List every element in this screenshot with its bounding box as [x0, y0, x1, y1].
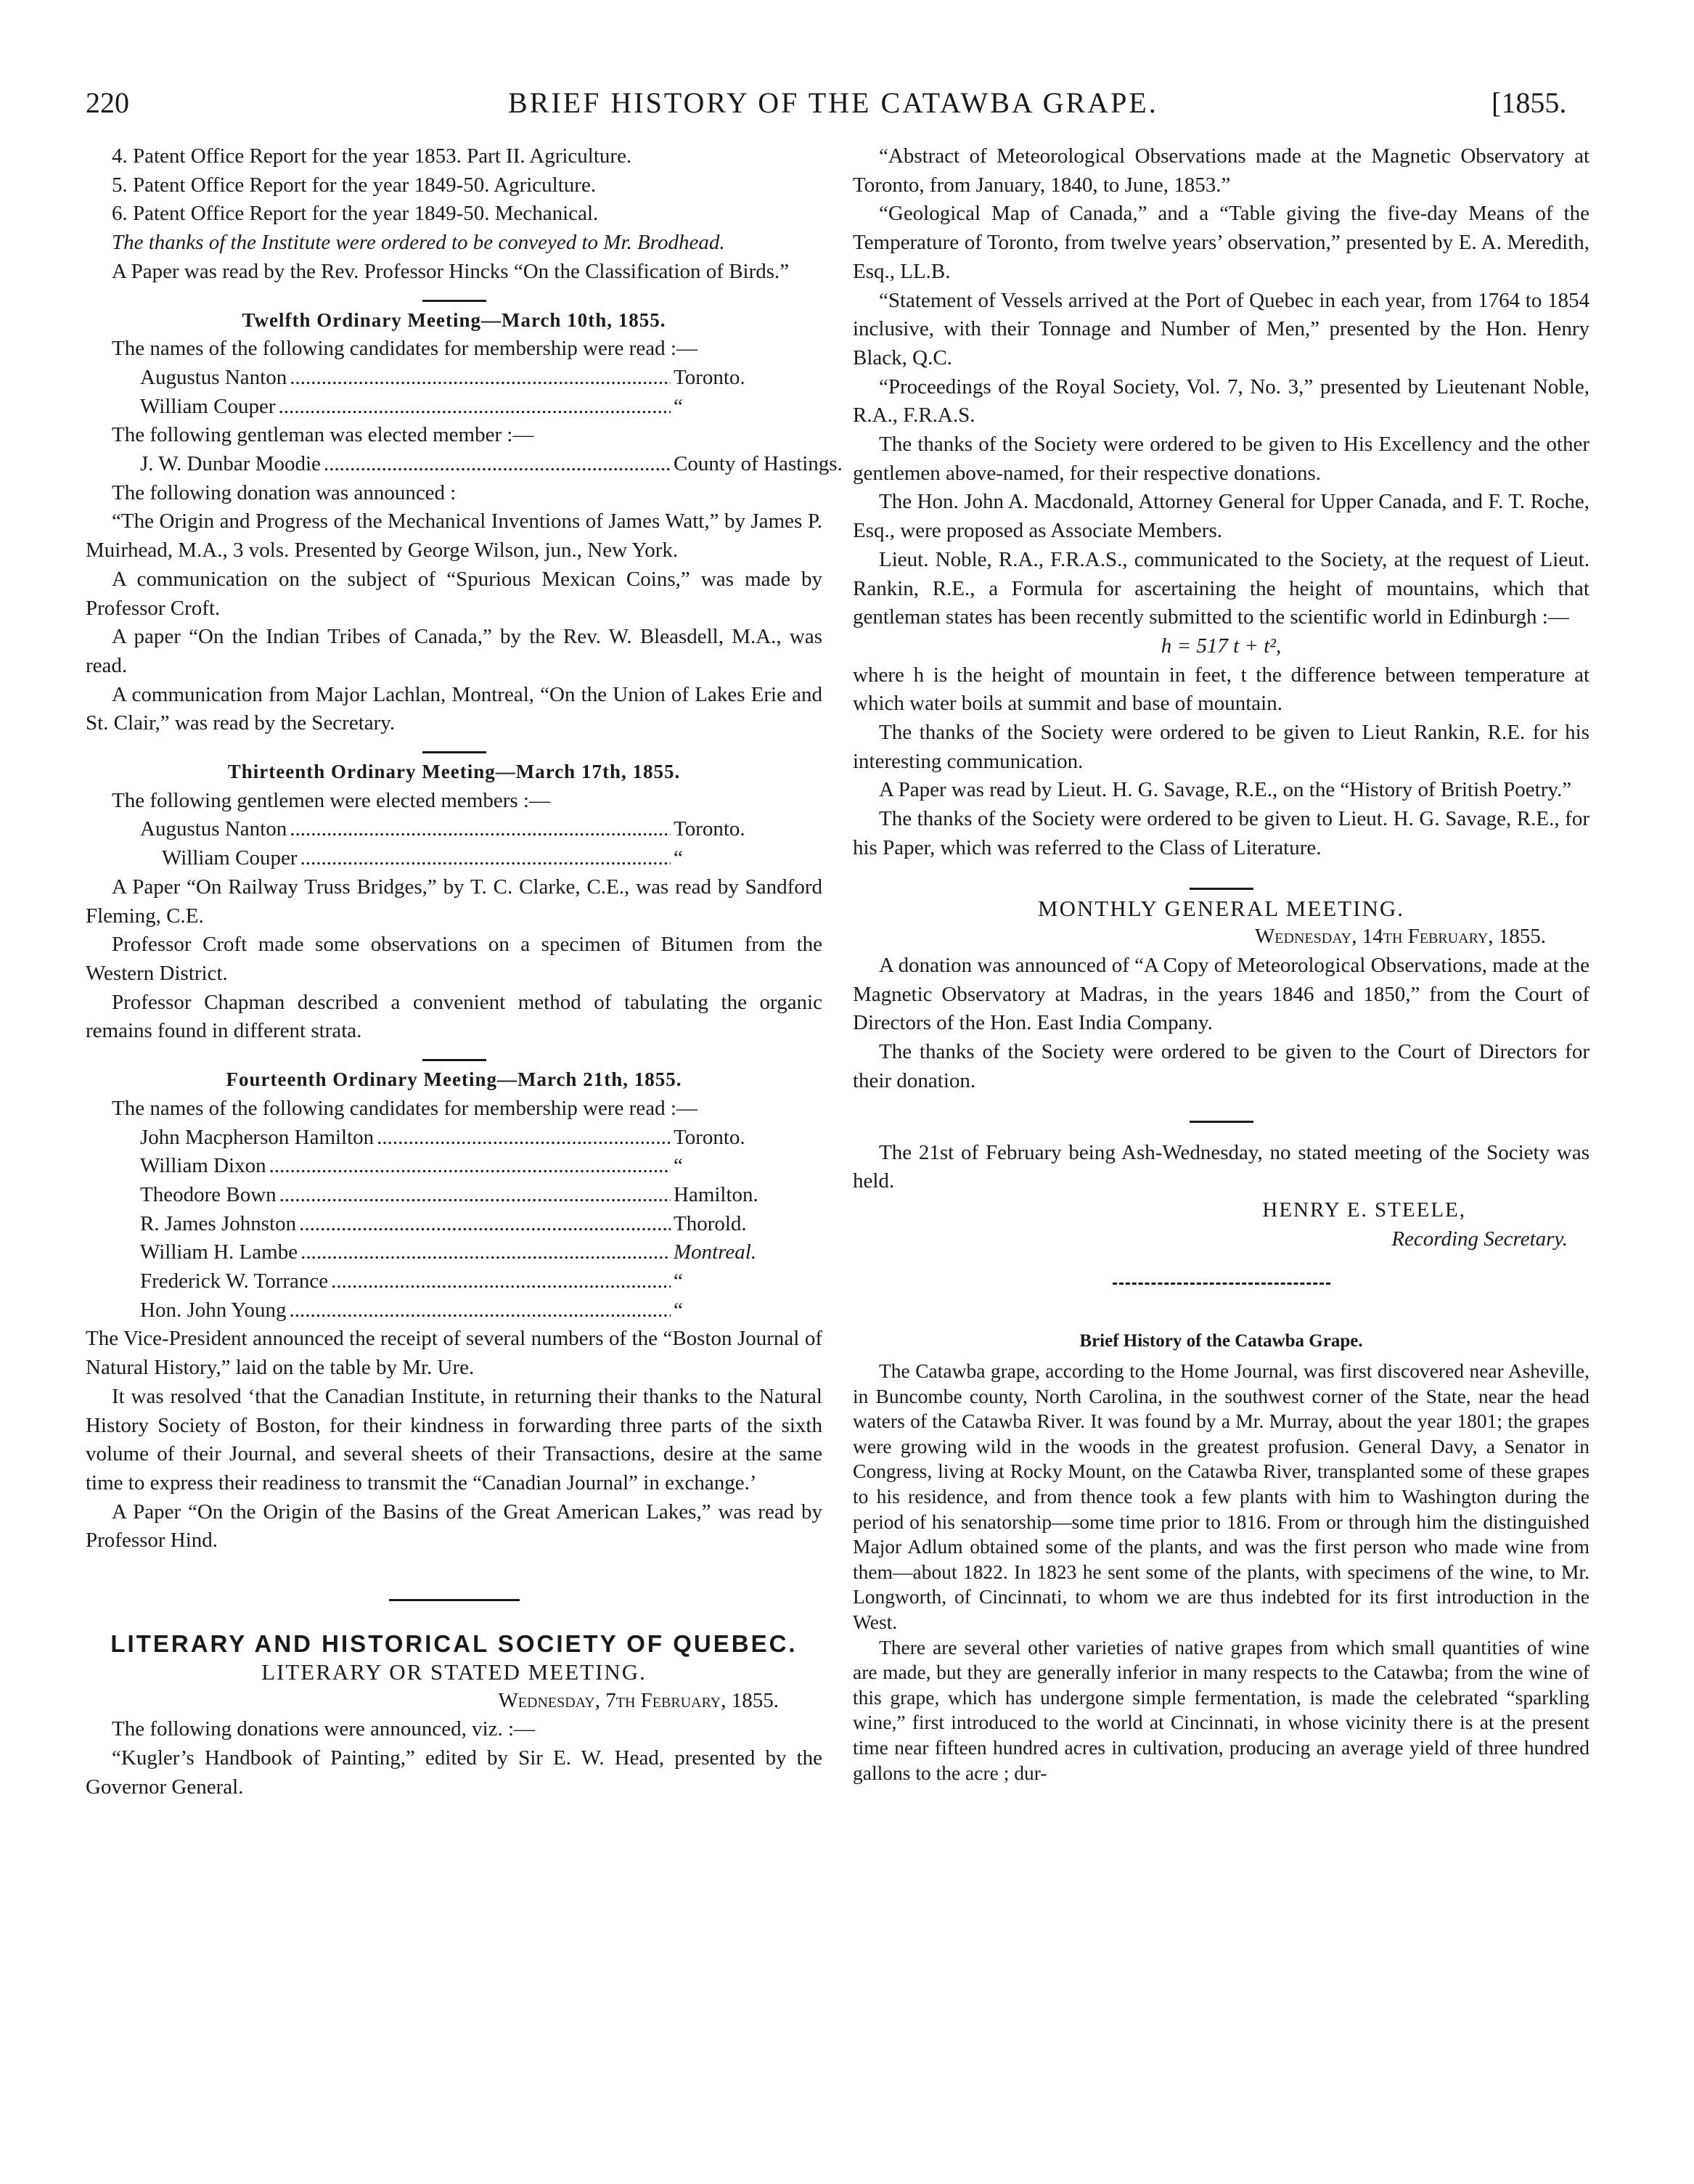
- section-rule: [1190, 888, 1253, 890]
- member-name: J. W. Dunbar Moodie: [140, 452, 321, 476]
- candidate-row: [86, 1267, 822, 1296]
- report-item: 4. Patent Office Report for the year 1853. Part II. Agriculture.: [112, 144, 632, 168]
- article-divider: [1113, 1283, 1330, 1285]
- lakes-communication: A communication from Major Lachlan, Montreal, “On the Union of Lakes Erie and St. Clair,” was read by the Secretary.: [86, 682, 822, 735]
- page-number: 220: [86, 86, 129, 119]
- thanks-excellency: The thanks of the Society were ordered to be given to His Excellency and the other gentlemen above-named, for their respective donations.: [853, 433, 1589, 485]
- candidate-row: [86, 1238, 822, 1267]
- candidate-row: [86, 364, 822, 393]
- candidate-name: R. James Johnston: [140, 1211, 297, 1235]
- macdonald-proposal: The Hon. John A. Macdonald, Attorney General for Upper Canada, and F. T. Roche, Esq., were proposed as Associate Members.: [853, 490, 1589, 543]
- candidate-name: William Couper: [140, 394, 276, 418]
- leader-dots: [279, 393, 671, 422]
- candidate-place: Thorold.: [674, 1211, 747, 1235]
- society-title: LITERARY AND HISTORICAL SOCIETY OF QUEBEC.: [110, 1630, 798, 1658]
- donations-intro: The following donations were announced, viz. :—: [112, 1717, 536, 1741]
- thanks-brodhead: The thanks of the Institute were ordered to be conveyed to Mr. Brodhead.: [112, 231, 725, 255]
- abstract-donation: “Abstract of Meteorological Observations made at the Magnetic Observatory at Toronto, from January, 1840, to June, 1853.”: [853, 144, 1589, 197]
- candidates-intro: The names of the following candidates for membership were read :—: [112, 1096, 697, 1120]
- coins-communication: A communication on the subject of “Spurious Mexican Coins,” was made by Professor Croft.: [86, 567, 822, 620]
- catawba-paragraph: The Catawba grape, according to the Home Journal, was first discovered near Asheville, in Buncombe county, North Carolina, in the southwest corner of the State, near the head waters of the Catawba River. It was found by a Mr. Murray, about the year 1801; the grapes were growing wild in the woods in the greatest profusion. General Davy, a Senator in Congress, living at Rocky Mount, on the Catawba River, transplanted some of these grapes to his residence, and from thence took a few plants with him to Washington during the period of his senatorship—some time prior to 1816. From or through him the distinguished Major Adlum obtained some of the plants, and was the first person who made wine from them—about 1822. In 1823 he sent some of the plants, with specimens of the wine, to Mr. Longworth, of Cincinnati, to whom we are thus indebted for its first introduction in the West.: [853, 1359, 1589, 1633]
- report-item: 5. Patent Office Report for the year 1849-50. Agriculture.: [112, 173, 597, 197]
- railway-paper: A Paper “On Railway Truss Bridges,” by T. C. Clarke, C.E., was read by Sandford Fleming, C.E.: [86, 875, 822, 928]
- meeting-heading-13: Thirteenth Ordinary Meeting—March 17th, 1855.: [227, 761, 681, 783]
- section-rule: [389, 1599, 520, 1601]
- elected-list: [86, 815, 822, 872]
- member-name: William Couper: [162, 846, 298, 870]
- meeting-heading-14: Fourteenth Ordinary Meeting—March 21th, 1855.: [226, 1068, 682, 1091]
- candidate-name: Frederick W. Torrance: [140, 1269, 329, 1293]
- leader-dots: [290, 815, 671, 844]
- leader-dots: [290, 364, 671, 393]
- section-rule: [422, 1059, 486, 1061]
- noble-formula-intro: Lieut. Noble, R.A., F.R.A.S., communicated to the Society, at the request of Lieut. Rankin, R.E., a Formula for ascertaining the height of mountains, which that gentleman states has been recently submitted to the scientific world in Edinburgh :—: [853, 547, 1589, 629]
- member-name: Augustus Nanton: [140, 817, 287, 841]
- section-rule: [1190, 1121, 1253, 1123]
- section-rule: [422, 300, 486, 302]
- formula-explanation: where h is the height of mountain in feet, t the difference between temperature at which water boils at summit and base of mountain.: [853, 663, 1589, 716]
- candidate-list: [86, 364, 822, 421]
- leader-dots: [300, 1238, 671, 1267]
- candidate-name: Augustus Nanton: [140, 365, 287, 389]
- height-formula: h = 517 t + t²,: [1161, 634, 1282, 658]
- monthly-meeting-title: MONTHLY GENERAL MEETING.: [1038, 895, 1404, 921]
- candidate-row: [86, 1181, 822, 1210]
- candidate-name: William Dixon: [140, 1154, 266, 1178]
- report-item: 6. Patent Office Report for the year 1849-50. Mechanical.: [112, 202, 599, 226]
- leader-dots: [299, 1210, 671, 1239]
- vessels-donation: “Statement of Vessels arrived at the Port of Quebec in each year, from 1764 to 1854 inclusive, with their Tonnage and Number of Men,” presented by the Hon. Henry Black, Q.C.: [853, 288, 1589, 369]
- thanks-savage: The thanks of the Society were ordered to be given to Lieut. H. G. Savage, R.E., for his Paper, which was referred to the Class of Literature.: [853, 807, 1589, 859]
- leader-dots: [377, 1124, 671, 1153]
- candidate-place: Toronto.: [674, 1125, 745, 1149]
- donation-intro: The following donation was announced :: [112, 480, 457, 504]
- proceedings-donation: “Proceedings of the Royal Society, Vol. 7, No. 3,” presented by Lieutenant Noble, R.A., F.R.A.S.: [853, 375, 1589, 428]
- leader-dots: [269, 1152, 671, 1181]
- candidate-list: [86, 1124, 822, 1325]
- elected-intro: The following gentleman was elected member :—: [112, 423, 534, 447]
- geological-donation: “Geological Map of Canada,” and a “Table giving the five-day Means of the Temperature of Toronto, from twelve years’ observation,” presented by E. A. Meredith, Esq., LL.B.: [853, 202, 1589, 283]
- catawba-article-title: Brief History of the Catawba Grape.: [1079, 1331, 1363, 1351]
- elected-row: [86, 844, 822, 873]
- elected-list: [86, 450, 843, 479]
- leader-dots: [300, 844, 671, 873]
- candidate-row: [86, 393, 822, 422]
- boston-resolution: It was resolved ‘that the Canadian Institute, in returning their thanks to the Natural History Society of Boston, for their kindness in forwarding three parts of the sixth volume of their Journal, and several sheets of their Transactions, desire at the same time to express their readiness to transmit the “Canadian Journal” in exchange.’: [86, 1384, 822, 1494]
- candidate-name: Hon. John Young: [140, 1298, 287, 1322]
- leader-dots: [324, 450, 671, 479]
- meeting-subtitle: LITERARY OR STATED MEETING.: [261, 1659, 647, 1685]
- member-place: County of Hastings.: [674, 452, 843, 476]
- hincks-paper: A Paper was read by the Rev. Professor Hincks “On the Classification of Birds.”: [112, 259, 790, 283]
- candidate-place: Montreal.: [674, 1240, 757, 1264]
- elected-row: [86, 815, 822, 844]
- signature-name: HENRY E. STEELE,: [1262, 1198, 1466, 1222]
- ash-wednesday-note: The 21st of February being Ash-Wednesday, no stated meeting of the Society was held.: [853, 1140, 1589, 1193]
- elected-intro: The following gentlemen were elected members :—: [112, 788, 550, 812]
- candidate-row: [86, 1210, 822, 1239]
- candidate-name: William H. Lambe: [140, 1240, 298, 1264]
- candidate-place: “: [674, 1154, 683, 1178]
- candidate-row: [86, 1124, 822, 1153]
- candidate-name: John Macpherson Hamilton: [140, 1125, 375, 1149]
- monthly-dateline: Wednesday, 14th February, 1855.: [1254, 925, 1546, 949]
- elected-row: [86, 450, 843, 479]
- member-place: Toronto.: [674, 817, 745, 841]
- thanks-rankin: The thanks of the Society were ordered to be given to Lieut Rankin, R.E. for his interesting communication.: [853, 721, 1589, 773]
- catawba-paragraph: There are several other varieties of native grapes from which small quantities of wine are made, but they are generally inferior in many respects to the Catawba; from the wine of this grape, which has undergone simple fermentation, is made the celebrated “sparkling wine,” first introduced to the world at Cincinnati, in whose vicinity there is at the present time near fifteen hundred acres in cultivation, producing an average yield of three hundred gallons to the acre ; dur-: [853, 1635, 1589, 1784]
- meeting-heading-12: Twelfth Ordinary Meeting—March 10th, 1855.: [242, 308, 666, 331]
- section-rule: [422, 751, 486, 753]
- kugler-donation: “Kugler’s Handbook of Painting,” edited by Sir E. W. Head, presented by the Governor General.: [86, 1746, 822, 1799]
- meeting-dateline: Wednesday, 7th February, 1855.: [498, 1688, 779, 1712]
- croft-bitumen: Professor Croft made some observations on a specimen of Bitumen from the Western District.: [86, 933, 822, 985]
- signature-title: Recording Secretary.: [1391, 1227, 1568, 1251]
- candidate-place: Hamilton.: [674, 1182, 758, 1206]
- candidate-row: [86, 1152, 822, 1181]
- thanks-directors: The thanks of the Society were ordered to be given to the Court of Directors for their donation.: [853, 1040, 1589, 1092]
- chapman-method: Professor Chapman described a convenient method of tabulating the organic remains found in different strata.: [86, 990, 822, 1043]
- right-column: [853, 142, 1589, 1786]
- candidate-name: Theodore Bown: [140, 1182, 277, 1206]
- indian-tribes-paper: A paper “On the Indian Tribes of Canada,” by the Rev. W. Bleasdell, M.A., was read.: [86, 625, 822, 677]
- member-place: “: [674, 846, 683, 870]
- leader-dots: [279, 1181, 671, 1210]
- candidates-intro: The names of the following candidates for membership were read :—: [112, 337, 697, 361]
- running-title: BRIEF HISTORY OF THE CATAWBA GRAPE.: [508, 86, 1158, 119]
- donation-watt: “The Origin and Progress of the Mechanical Inventions of James Watt,” by James P. Muirhead, M.A., 3 vols. Presented by George Wilson, jun., New York.: [86, 510, 822, 563]
- left-column: [86, 142, 843, 1802]
- header-year: [1855.: [1492, 86, 1567, 119]
- candidate-place: Toronto.: [674, 365, 745, 389]
- candidate-row: [86, 1296, 822, 1325]
- candidate-place: “: [674, 394, 683, 418]
- candidate-place: “: [674, 1298, 683, 1322]
- leader-dots: [289, 1296, 671, 1325]
- vice-president-announcement: The Vice-President announced the receipt of several numbers of the “Boston Journal of Natural History,” laid on the table by Mr. Ure.: [86, 1327, 822, 1380]
- madras-donation: A donation was announced of “A Copy of Meteorological Observations, made at the Magnetic Observatory at Madras, in the years 1846 and 1850,” from the Court of Directors of the Hon. East India Company.: [853, 953, 1589, 1035]
- basins-paper: A Paper “On the Origin of the Basins of the Great American Lakes,” was read by Professor Hind.: [86, 1500, 822, 1553]
- candidate-place: “: [674, 1269, 683, 1293]
- leader-dots: [331, 1267, 671, 1296]
- savage-paper: A Paper was read by Lieut. H. G. Savage, R.E., on the “History of British Poetry.”: [879, 778, 1572, 802]
- catawba-article-body: [853, 1359, 1589, 1786]
